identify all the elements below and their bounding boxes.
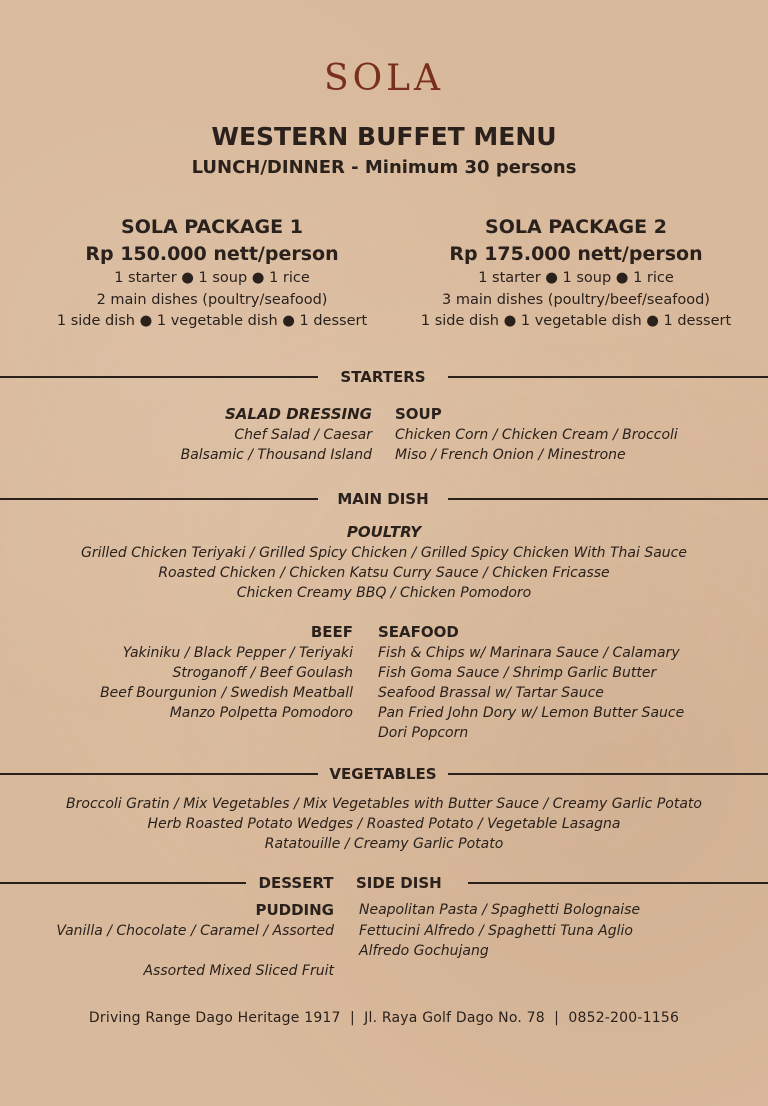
list-item: Vanilla / Chocolate / Caramel / Assorted (56, 923, 334, 939)
section-divider (448, 376, 768, 378)
package-1-line: 1 side dish ● 1 vegetable dish ● 1 dessert (56, 313, 368, 329)
list-item: Balsamic / Thousand Island (180, 447, 372, 463)
soup-column (395, 404, 755, 465)
list-item: Roasted Chicken / Chicken Katsu Curry Sauce / Chicken Fricasse (158, 565, 610, 581)
package-2-line: 3 main dishes (poultry/beef/seafood) (442, 291, 710, 308)
list-item: Chicken Corn / Chicken Cream / Broccoli (395, 427, 678, 443)
list-item: Grilled Chicken Teriyaki / Grilled Spicy Chicken / Grilled Spicy Chicken With Thai Sauce (81, 545, 687, 561)
list-item: Neapolitan Pasta / Spaghetti Bolognaise (359, 902, 641, 918)
section-divider (0, 376, 318, 378)
brand-logo: SOLA (323, 58, 445, 99)
list-item: Alfredo Gochujang (359, 943, 489, 959)
vegetables-block (0, 794, 768, 854)
list-item: Manzo Polpetta Pomodoro (169, 705, 353, 721)
list-item: Stroganoff / Beef Goulash (172, 665, 353, 681)
package-1-price: Rp 150.000 nett/person (85, 243, 339, 265)
list-item: Fish Goma Sauce / Shrimp Garlic Butter (378, 665, 657, 681)
footer-contact: Driving Range Dago Heritage 1917 | Jl. Raya Golf Dago No. 78 | 0852-200-1156 (88, 1010, 680, 1026)
section-divider (448, 498, 768, 500)
section-divider (0, 882, 246, 884)
dessert-column (20, 900, 334, 981)
list-item: Ratatouille / Creamy Garlic Potato (264, 836, 504, 852)
salad-dressing-heading: SALAD DRESSING (224, 405, 372, 423)
package-2-name: SOLA PACKAGE 2 (485, 216, 667, 238)
beef-heading: BEEF (310, 623, 353, 641)
list-item: Dori Popcorn (378, 725, 469, 741)
section-divider (468, 882, 768, 884)
section-divider (0, 773, 318, 775)
package-2 (376, 214, 768, 333)
list-item: Pan Fried John Dory w/ Lemon Butter Sauce (378, 705, 685, 721)
list-item: Assorted Mixed Sliced Fruit (143, 963, 334, 979)
list-item: Chicken Creamy BBQ / Chicken Pomodoro (236, 585, 532, 601)
list-item: Fish & Chips w/ Marinara Sauce / Calamary (378, 645, 680, 661)
list-item: Seafood Brassal w/ Tartar Sauce (378, 685, 604, 701)
section-label-vegetables: VEGETABLES (329, 765, 437, 783)
package-2-line: 1 starter ● 1 soup ● 1 rice (478, 270, 674, 286)
section-label-dessert: DESSERT (258, 874, 334, 892)
side-dish-column (359, 900, 739, 961)
pudding-heading: PUDDING (255, 901, 334, 919)
salad-dressing-column (40, 404, 372, 465)
package-1-line: 2 main dishes (poultry/seafood) (96, 291, 328, 308)
seafood-heading: SEAFOOD (378, 623, 459, 641)
menu-subtitle: LUNCH/DINNER - Minimum 30 persons (191, 157, 577, 178)
section-divider (0, 498, 318, 500)
package-1-line: 1 starter ● 1 soup ● 1 rice (114, 270, 310, 286)
package-1-name: SOLA PACKAGE 1 (121, 216, 303, 238)
poultry-heading: POULTRY (346, 523, 422, 541)
list-item: Miso / French Onion / Minestrone (395, 447, 626, 463)
beef-column (40, 622, 353, 723)
list-item: Broccoli Gratin / Mix Vegetables / Mix Vegetables with Butter Sauce / Creamy Garlic Potato (66, 796, 702, 812)
section-label-side-dish: SIDE DISH (356, 874, 442, 892)
menu-title: WESTERN BUFFET MENU (211, 122, 557, 151)
section-divider (448, 773, 768, 775)
list-item: Fettucini Alfredo / Spaghetti Tuna Aglio (359, 923, 633, 939)
package-1 (20, 214, 404, 333)
list-item: Herb Roasted Potato Wedges / Roasted Potato / Vegetable Lasagna (147, 816, 621, 832)
section-label-main-dish: MAIN DISH (337, 490, 429, 508)
soup-heading: SOUP (395, 405, 442, 423)
seafood-column (378, 622, 758, 743)
poultry-block (0, 522, 768, 603)
list-item: Yakiniku / Black Pepper / Teriyaki (122, 645, 353, 661)
list-item: Beef Bourgunion / Swedish Meatball (100, 685, 353, 701)
list-item: Chef Salad / Caesar (234, 427, 372, 443)
section-label-starters: STARTERS (340, 368, 426, 386)
package-2-line: 1 side dish ● 1 vegetable dish ● 1 dessert (420, 313, 732, 329)
package-2-price: Rp 175.000 nett/person (449, 243, 703, 265)
